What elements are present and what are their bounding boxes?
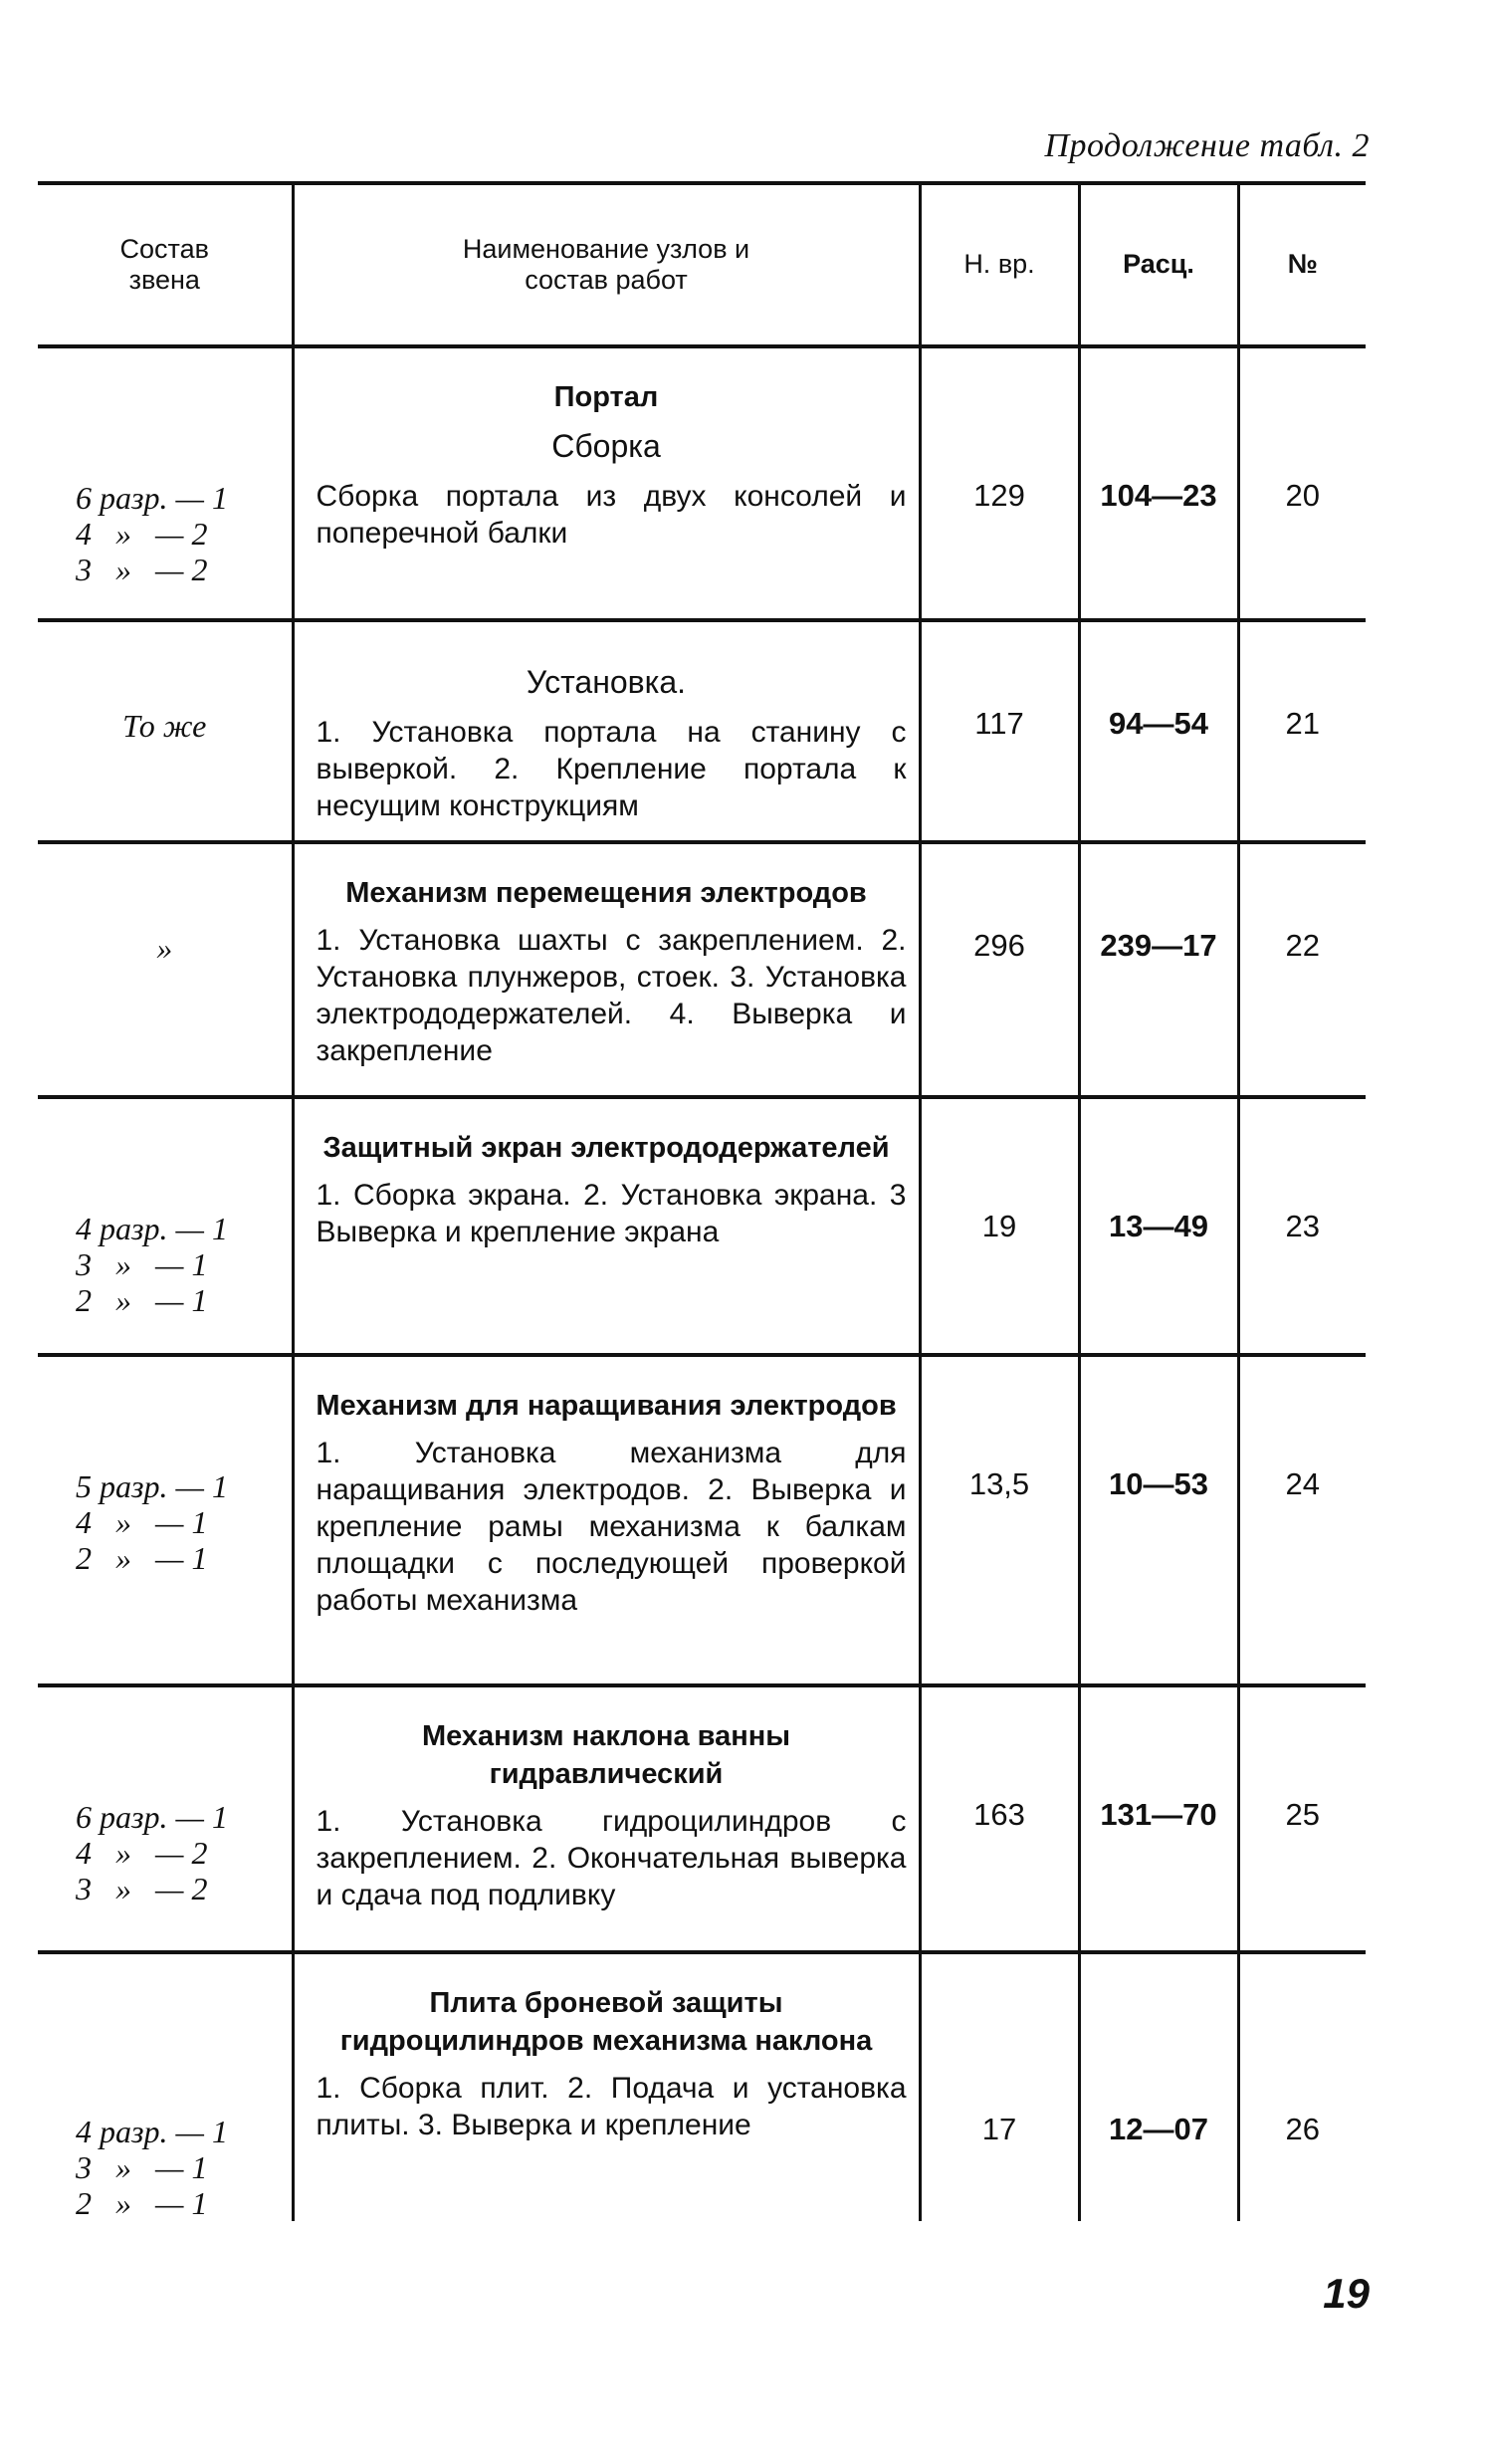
work-description: 1. Сборка экрана. 2. Установка экрана. 3 Выверка и крепление экрана: [316, 1179, 907, 1248]
rate-cell-value: 94—54: [1109, 706, 1208, 741]
work-description-cell: [293, 1097, 920, 1355]
crew-line: 6 разр. — 1: [76, 1799, 228, 1835]
crew-cell: [38, 1952, 293, 2221]
crew-line: 2 » — 1: [76, 1540, 208, 1576]
table-row: [38, 1097, 1366, 1355]
section-subtitle: Установка.: [526, 664, 687, 700]
crew-cell: [38, 346, 293, 620]
crew-line: 4 разр. — 1: [76, 2114, 228, 2149]
crew-line: 2 » — 1: [76, 2185, 208, 2221]
header-rate: Расц.: [1079, 183, 1238, 346]
norm-time-cell: [920, 620, 1079, 842]
crew-cell: [38, 620, 293, 842]
work-description-cell: [293, 842, 920, 1097]
section-title: Защитный экран электрододержателей: [322, 1132, 890, 1164]
crew-line: 4 » — 2: [76, 516, 208, 552]
rate-cell: [1079, 1952, 1238, 2221]
rate-cell: [1079, 1355, 1238, 1685]
item-number-cell-value: 21: [1285, 706, 1320, 741]
item-number-cell-value: 20: [1285, 478, 1320, 513]
crew-cell: [38, 1355, 293, 1685]
item-number-cell: [1238, 1097, 1366, 1355]
norm-time-cell: [920, 1097, 1079, 1355]
work-description: 1. Установка механизма для наращивания электродов. 2. Выверка и крепление рамы механизма к балкам площадки с последующей проверкой работы механизма: [316, 1437, 907, 1617]
norm-time-cell: [920, 1355, 1079, 1685]
work-norms-table: [38, 181, 1366, 2221]
item-number-cell-value: 25: [1285, 1797, 1320, 1832]
section-title: Плита броневой защиты гидроцилиндров механизма наклона: [339, 1987, 873, 2057]
work-description-cell: [293, 346, 920, 620]
section-title: Портал: [553, 381, 659, 413]
header-crew: Состав звена: [38, 183, 293, 346]
work-description-cell: [293, 1952, 920, 2221]
section-title: Механизм для наращивания электродов: [316, 1390, 897, 1422]
table-row: [38, 1952, 1366, 2221]
rate-cell-value: 10—53: [1109, 1466, 1208, 1501]
crew-line: 3 » — 1: [76, 1246, 208, 1282]
table-continuation-caption: Продолжение табл. 2: [1044, 127, 1370, 164]
item-number-cell: [1238, 346, 1366, 620]
table-row: [38, 620, 1366, 842]
norm-time-cell-value: 129: [973, 478, 1025, 513]
norm-time-cell-value: 19: [981, 1209, 1017, 1243]
norm-time-cell: [920, 842, 1079, 1097]
table-row: [38, 842, 1366, 1097]
norm-time-cell-value: 163: [973, 1797, 1025, 1832]
table-header-row: [38, 183, 1366, 346]
crew-line: 4 разр. — 1: [76, 1211, 228, 1246]
crew-line: »: [156, 930, 173, 966]
norm-time-cell: [920, 1952, 1079, 2221]
section-title: Механизм наклона ванны гидравлический: [421, 1720, 791, 1790]
crew-line: 6 разр. — 1: [76, 480, 228, 516]
rate-cell-value: 131—70: [1100, 1797, 1217, 1832]
rate-cell: [1079, 842, 1238, 1097]
crew-cell: [38, 1097, 293, 1355]
work-description: 1. Установка шахты с закреплением. 2. Установка плунжеров, стоек. 3. Установка электрододержателей. 4. Выверка и закрепление: [316, 924, 907, 1067]
item-number-cell-value: 26: [1285, 2112, 1320, 2146]
crew-cell: [38, 1685, 293, 1952]
norm-time-cell-value: 13,5: [968, 1466, 1030, 1501]
item-number-cell-value: 24: [1285, 1466, 1320, 1501]
rate-cell-value: 12—07: [1109, 2112, 1208, 2146]
table-row: [38, 1355, 1366, 1685]
item-number-cell-value: 23: [1285, 1209, 1320, 1243]
norm-time-cell: [920, 1685, 1079, 1952]
rate-cell-value: 13—49: [1109, 1209, 1208, 1243]
work-description-cell: [293, 1355, 920, 1685]
crew-line: 3 » — 2: [76, 1871, 208, 1906]
rate-cell: [1079, 346, 1238, 620]
crew-line: 4 » — 2: [76, 1835, 208, 1871]
item-number-cell: [1238, 1952, 1366, 2221]
work-description: 1. Установка гидроцилиндров с закреплением. 2. Окончательная выверка и сдача под подливку: [316, 1805, 907, 1911]
work-description-cell: [293, 620, 920, 842]
rate-cell-value: 239—17: [1100, 928, 1217, 963]
table-row: [38, 1685, 1366, 1952]
work-description: Сборка портала из двух консолей и поперечной балки: [316, 480, 907, 550]
section-title: Механизм перемещения электродов: [345, 877, 867, 909]
crew-line: 2 » — 1: [76, 1282, 208, 1318]
header-norm: Н. вр.: [920, 183, 1079, 346]
crew-cell: [38, 842, 293, 1097]
section-subtitle: Сборка: [551, 428, 661, 464]
rate-cell: [1079, 620, 1238, 842]
rate-cell: [1079, 1685, 1238, 1952]
rate-cell-value: 104—23: [1100, 478, 1217, 513]
item-number-cell-value: 22: [1285, 928, 1320, 963]
rate-cell: [1079, 1097, 1238, 1355]
crew-line: 5 разр. — 1: [76, 1468, 228, 1504]
header-number: №: [1238, 183, 1366, 346]
crew-line: 3 » — 2: [76, 552, 208, 587]
item-number-cell: [1238, 620, 1366, 842]
item-number-cell: [1238, 842, 1366, 1097]
work-description: 1. Сборка плит. 2. Подача и установка плиты. 3. Выверка и крепление: [316, 2072, 907, 2141]
crew-line: То же: [122, 708, 207, 744]
page-number: 19: [1323, 2270, 1370, 2317]
norm-time-cell-value: 17: [981, 2112, 1017, 2146]
header-name: Наименование узлов и состав работ: [293, 183, 920, 346]
item-number-cell: [1238, 1685, 1366, 1952]
norm-time-cell: [920, 346, 1079, 620]
table-row: [38, 346, 1366, 620]
item-number-cell: [1238, 1355, 1366, 1685]
work-description: 1. Установка портала на станину с выверкой. 2. Крепление портала к несущим конструкциям: [316, 716, 907, 822]
crew-line: 4 » — 1: [76, 1504, 208, 1540]
norm-time-cell-value: 296: [973, 928, 1025, 963]
work-description-cell: [293, 1685, 920, 1952]
crew-line: 3 » — 1: [76, 2149, 208, 2185]
norm-time-cell-value: 117: [974, 706, 1024, 741]
